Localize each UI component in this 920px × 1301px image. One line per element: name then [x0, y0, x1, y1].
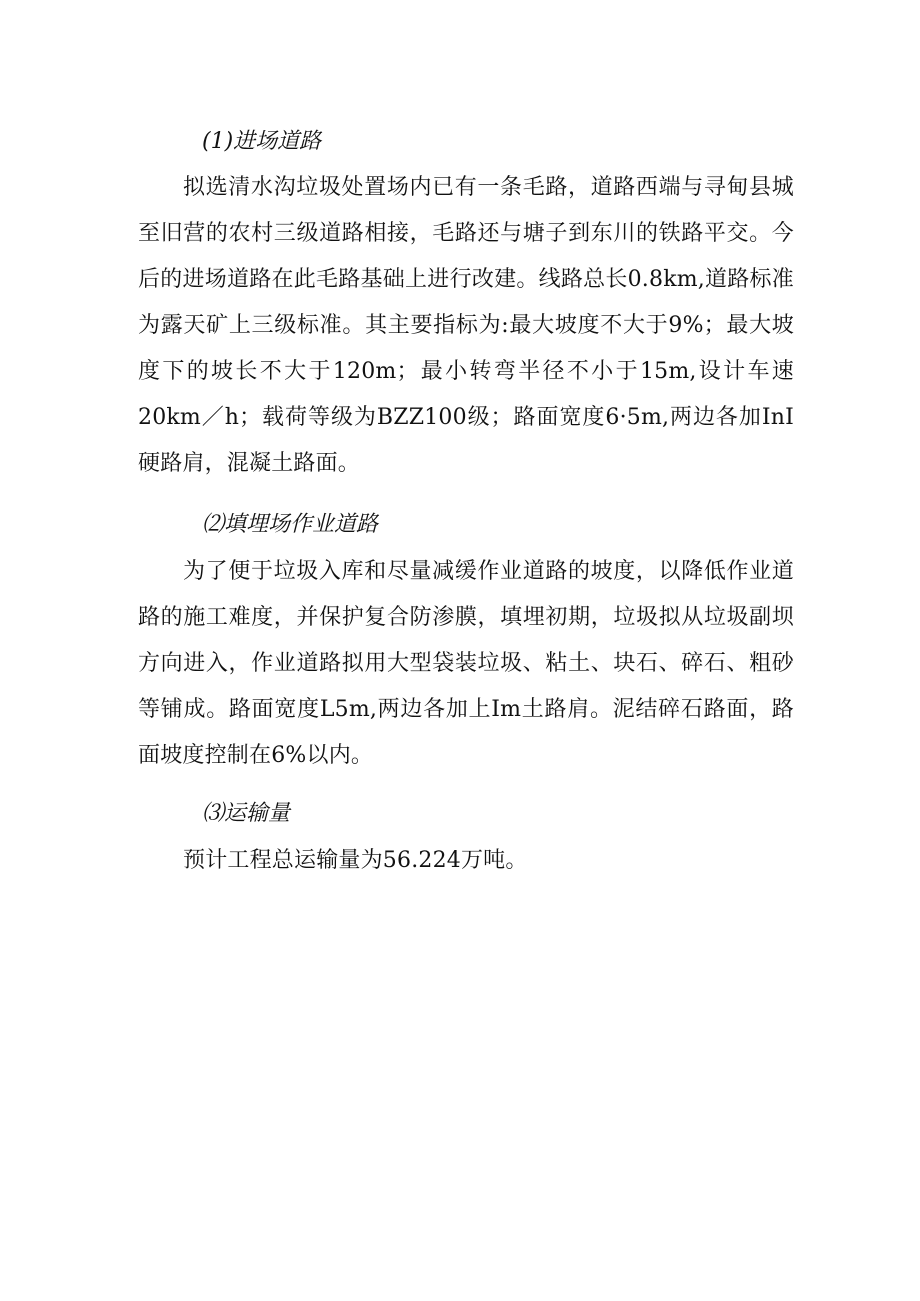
- section-paragraph-entrance-road: 拟选清水沟垃圾处置场内已有一条毛路，道路西端与寻甸县城至旧营的农村三级道路相接，毛路还与塘子到东川的铁路平交。今后的进场道路在此毛路基础上进行改建。线路总长0.8km,道路标准为露天矿上三级标准。其主要指标为:最大坡度不大于9%；最大坡度下的坡长不大于120m；最小转弯半径不小于15m,设计车速20km／h；载荷等级为BZZ100级；路面宽度6·5m,两边各加InI硬路肩，混凝土路面。: [138, 175, 794, 476]
- section-heading-entrance-road: (1)进场道路: [202, 129, 322, 154]
- section-paragraph-landfill-work-road: 为了便于垃圾入库和尽量减缓作业道路的坡度，以降低作业道路的施工难度，并保护复合防渗膜，填埋初期，垃圾拟从垃圾副坝方向进入，作业道路拟用大型袋装垃圾、粘土、块石、碎石、粗砂等铺成。路面宽度L5m,两边各加上Im土路肩。泥结碎石路面，路面坡度控制在6%以内。: [138, 559, 794, 768]
- section-heading-transport-volume: ⑶运输量: [202, 801, 291, 826]
- section-heading-landfill-work-road: ⑵填埋场作业道路: [202, 512, 379, 537]
- section-paragraph-transport-volume: 预计工程总运输量为56.224万吨。: [183, 848, 528, 873]
